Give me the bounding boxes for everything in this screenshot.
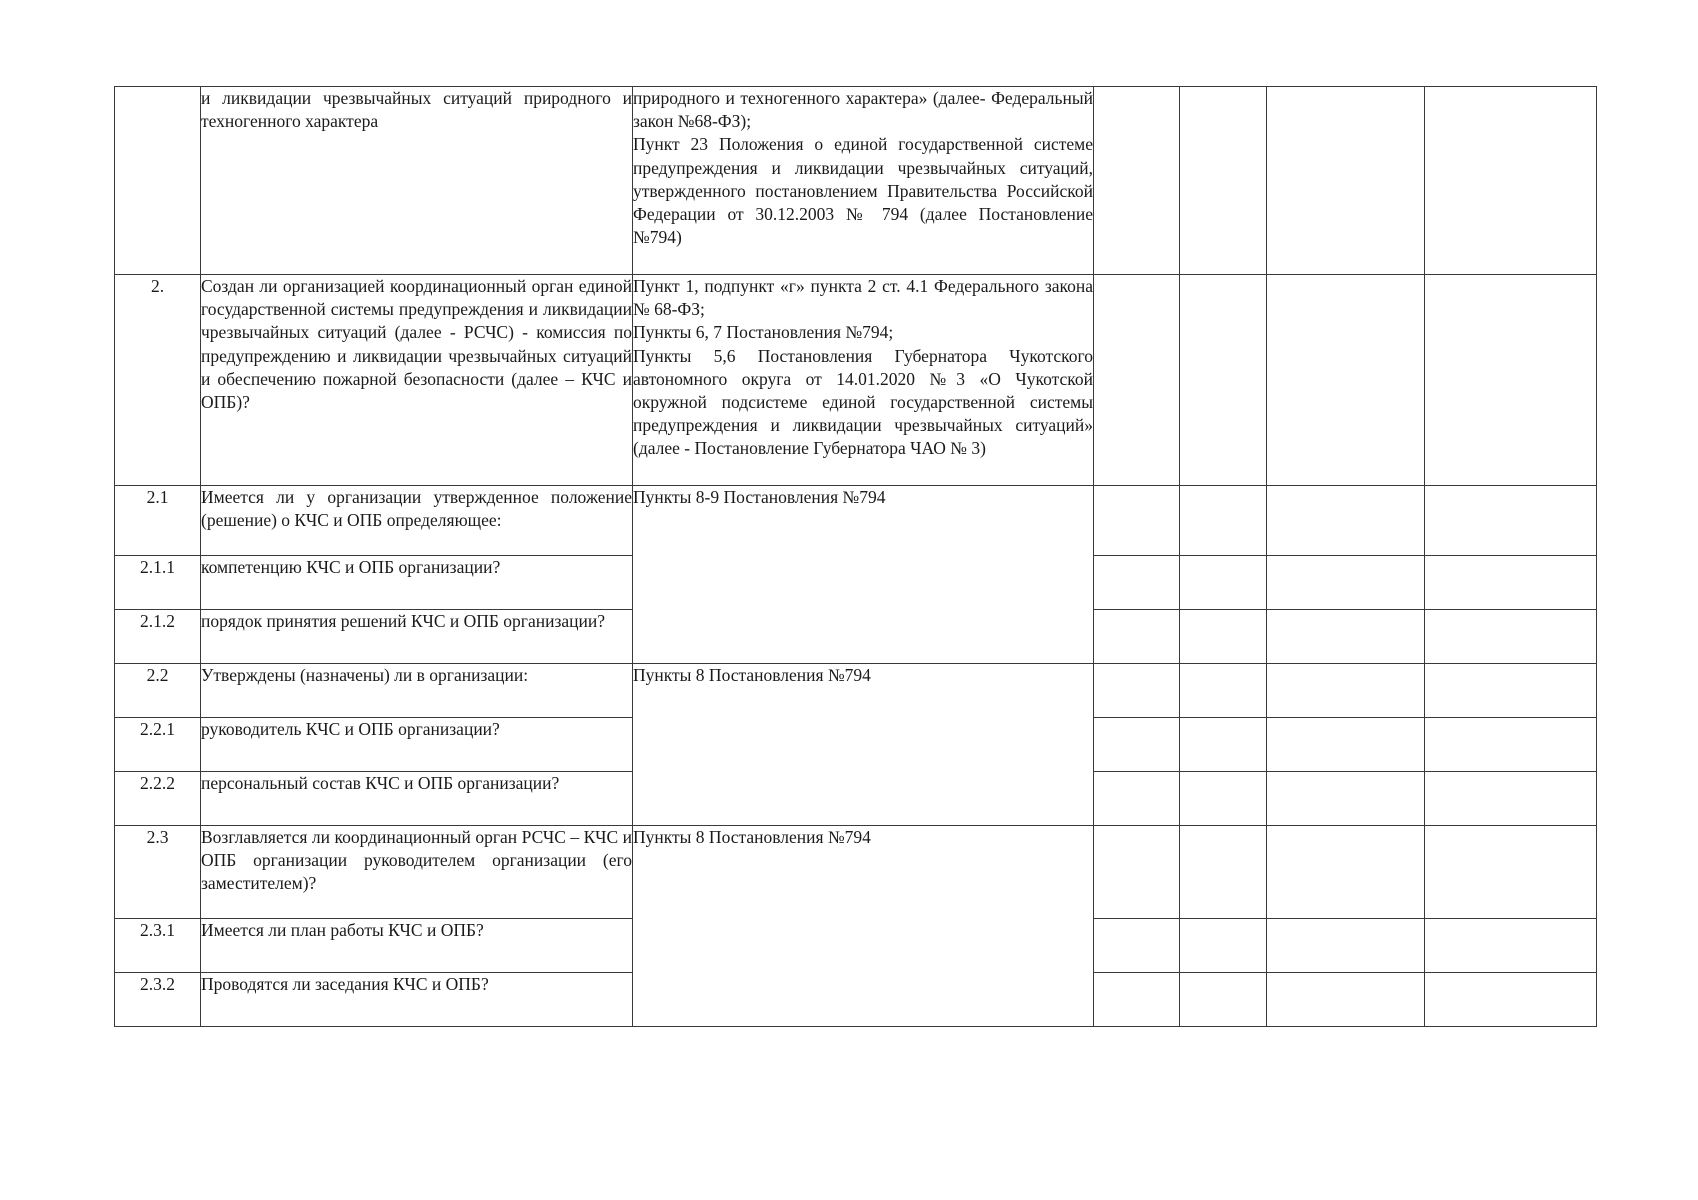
item-question: персональный состав КЧС и ОПБ организации? <box>201 772 633 826</box>
answer-cell <box>1425 275 1597 486</box>
reference-paragraph: природного и техногенного характера» (далее- Федеральный закон №68-ФЗ); <box>633 88 1093 132</box>
answer-cell <box>1425 556 1597 610</box>
answer-cell <box>1425 919 1597 973</box>
answer-cell <box>1180 486 1267 556</box>
item-question: порядок принятия решений КЧС и ОПБ организации? <box>201 610 633 664</box>
answer-cell <box>1267 664 1425 718</box>
reference-paragraph: Пункт 23 Положения о единой государственной системе предупреждения и ликвидации чрезвычайных ситуаций, утвержденного постановлением Правительства Российской Федерации от 30.12.2003 № 794 (далее Постановление №794) <box>633 134 1093 248</box>
answer-cell <box>1425 610 1597 664</box>
table-row <box>115 826 1597 919</box>
answer-cell <box>1267 87 1425 275</box>
answer-cell <box>1180 275 1267 486</box>
table-row <box>115 664 1597 718</box>
reference-paragraph: Пункты 8 Постановления №794 <box>633 827 871 847</box>
answer-cell <box>1094 772 1180 826</box>
table-row <box>115 275 1597 486</box>
answer-cell <box>1180 772 1267 826</box>
answer-cell <box>1094 826 1180 919</box>
answer-cell <box>1267 718 1425 772</box>
item-number: 2.3 <box>115 826 201 919</box>
table-row <box>115 486 1597 556</box>
reference-paragraph: Пункты 8 Постановления №794 <box>633 665 871 685</box>
answer-cell <box>1180 610 1267 664</box>
item-reference <box>633 87 1094 275</box>
item-question: Возглавляется ли координационный орган РСЧС – КЧС и ОПБ организации руководителем организации (его заместителем)? <box>201 826 633 919</box>
item-question: Утверждены (назначены) ли в организации: <box>201 664 633 718</box>
item-number: 2.2.2 <box>115 772 201 826</box>
item-question: и ликвидации чрезвычайных ситуаций природного и техногенного характера <box>201 87 633 275</box>
answer-cell <box>1425 486 1597 556</box>
answer-cell <box>1425 826 1597 919</box>
answer-cell <box>1094 275 1180 486</box>
item-question: Имеется ли план работы КЧС и ОПБ? <box>201 919 633 973</box>
item-question: компетенцию КЧС и ОПБ организации? <box>201 556 633 610</box>
answer-cell <box>1180 556 1267 610</box>
answer-cell <box>1180 664 1267 718</box>
answer-cell <box>1425 772 1597 826</box>
reference-paragraph: Пункт 1, подпункт «г» пункта 2 ст. 4.1 Федерального закона № 68-ФЗ; <box>633 276 1093 320</box>
answer-cell <box>1180 87 1267 275</box>
answer-cell <box>1425 664 1597 718</box>
item-reference <box>633 826 1094 1027</box>
item-number: 2.2 <box>115 664 201 718</box>
answer-cell <box>1094 973 1180 1027</box>
item-number: 2.2.1 <box>115 718 201 772</box>
reference-paragraph: Пункты 6, 7 Постановления №794; <box>633 322 894 343</box>
answer-cell <box>1094 556 1180 610</box>
item-number <box>115 87 201 275</box>
answer-cell <box>1180 826 1267 919</box>
answer-cell <box>1094 610 1180 664</box>
answer-cell <box>1267 772 1425 826</box>
item-number: 2.3.2 <box>115 973 201 1027</box>
answer-cell <box>1094 87 1180 275</box>
answer-cell <box>1267 826 1425 919</box>
answer-cell <box>1267 275 1425 486</box>
item-reference <box>633 664 1094 826</box>
reference-paragraph: Пункты 5,6 Постановления Губернатора Чукотского автономного округа от 14.01.2020 №3 «О Чукотской окружной подсистеме единой государственной системы предупреждения и ликвидации чрезвычайных ситуаций» (далее - Постановление Губернатора ЧАО № 3) <box>633 345 1093 459</box>
answer-cell <box>1094 664 1180 718</box>
item-reference <box>633 275 1094 486</box>
answer-cell <box>1180 919 1267 973</box>
item-question: Проводятся ли заседания КЧС и ОПБ? <box>201 973 633 1027</box>
table-row <box>115 87 1597 275</box>
item-number: 2. <box>115 275 201 486</box>
answer-cell <box>1180 718 1267 772</box>
item-number: 2.1.2 <box>115 610 201 664</box>
reference-paragraph: Пункты 8-9 Постановления №794 <box>633 487 886 507</box>
item-reference <box>633 486 1094 664</box>
item-number: 2.1 <box>115 486 201 556</box>
answer-cell <box>1180 973 1267 1027</box>
answer-cell <box>1094 486 1180 556</box>
answer-cell <box>1425 718 1597 772</box>
answer-cell <box>1267 610 1425 664</box>
answer-cell <box>1267 973 1425 1027</box>
item-question: Имеется ли у организации утвержденное положение (решение) о КЧС и ОПБ определяющее: <box>201 486 633 556</box>
answer-cell <box>1267 919 1425 973</box>
answer-cell <box>1267 486 1425 556</box>
answer-cell <box>1094 718 1180 772</box>
answer-cell <box>1425 87 1597 275</box>
item-question: руководитель КЧС и ОПБ организации? <box>201 718 633 772</box>
checklist-table <box>114 86 1597 1027</box>
answer-cell <box>1425 973 1597 1027</box>
item-question: Создан ли организацией координационный орган единой государственной системы предупреждения и ликвидации чрезвычайных ситуаций (далее - РСЧС) - комиссия по предупреждению и ликвидации чрезвычайных ситуаций и обеспечению пожарной безопасности (далее – КЧС и ОПБ)? <box>201 275 633 486</box>
item-number: 2.1.1 <box>115 556 201 610</box>
item-number: 2.3.1 <box>115 919 201 973</box>
answer-cell <box>1094 919 1180 973</box>
answer-cell <box>1267 556 1425 610</box>
